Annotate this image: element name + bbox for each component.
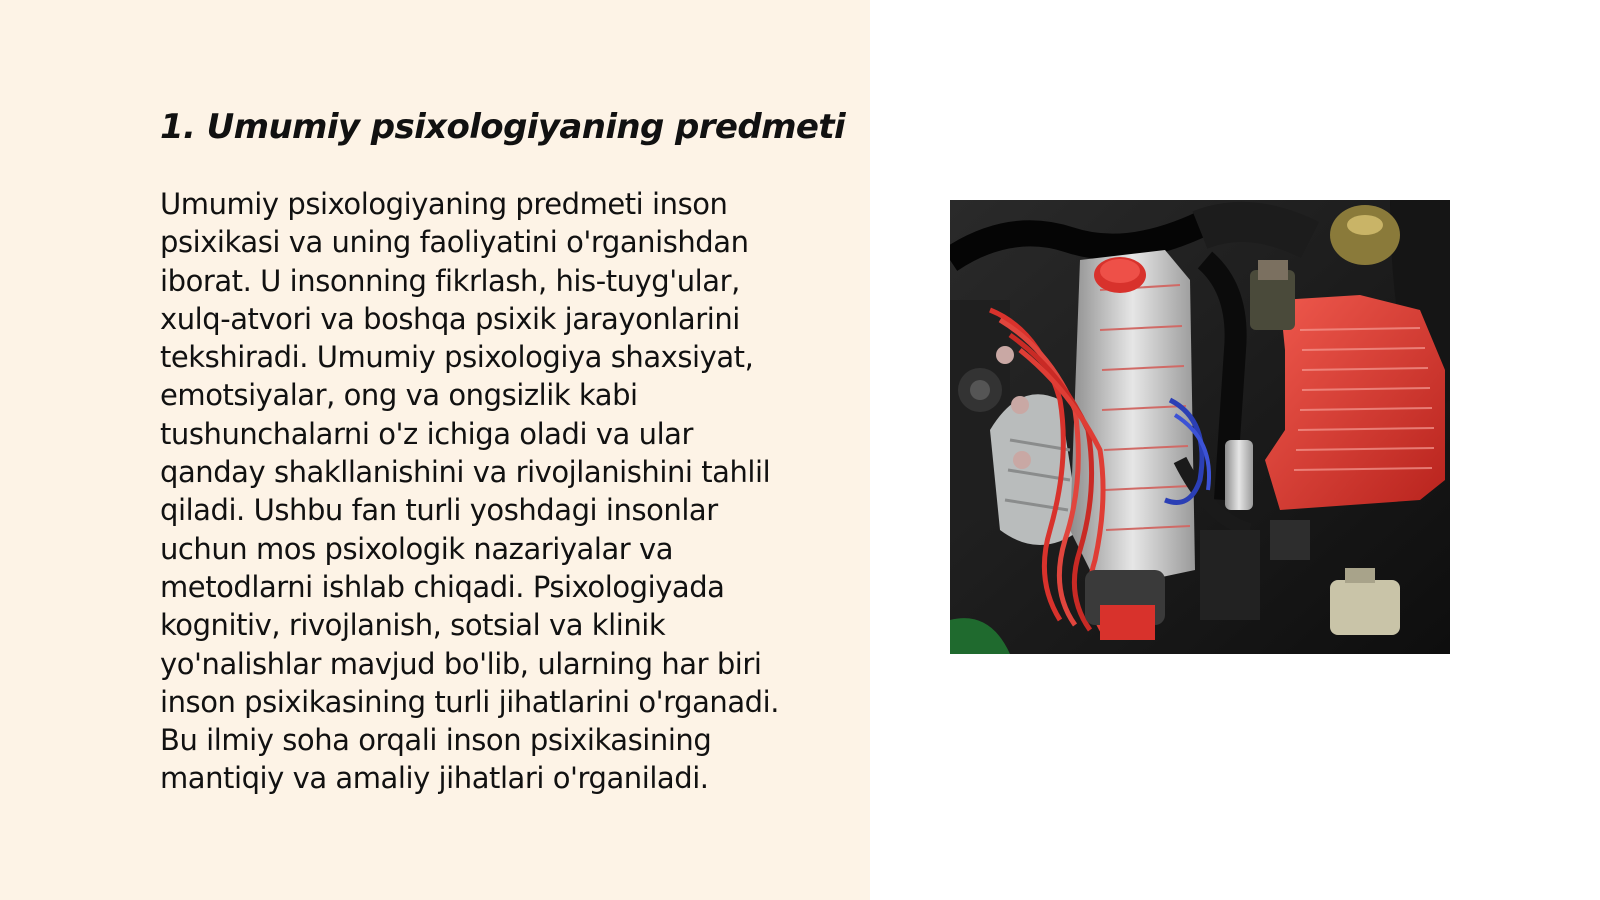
body-line: psixikasi va uning faoliyatini o'rganishdan [160,225,749,260]
engine-photo [950,200,1450,654]
body-line: xulq-atvori va boshqa psixik jarayonlarini [160,301,740,336]
body-line: qanday shakllanishini va rivojlanishini tahlil [160,455,771,490]
body-line: Bu ilmiy soha orqali inson psixikasining [160,723,712,758]
slide-body-text [160,185,840,798]
body-line: metodlarni ishlab chiqadi. Psixologiyada [160,569,725,604]
body-line: Umumiy psixologiyaning predmeti inson [160,187,728,221]
body-line: iborat. U insonning fikrlash, his-tuyg'ular, [160,263,740,298]
body-line: emotsiyalar, ong va ongsizlik kabi [160,378,638,413]
body-line: tekshiradi. Umumiy psixologiya shaxsiyat, [160,340,754,375]
body-line: inson psixikasining turli jihatlarini o'rganadi. [160,684,779,719]
engine-illustration [950,200,1450,654]
body-line: yo'nalishlar mavjud bo'lib, ularning har biri [160,646,762,681]
body-line: qiladi. Ushbu fan turli yoshdagi insonlar [160,493,718,528]
body-line: uchun mos psixologik nazariyalar va [160,531,674,566]
body-line: mantiqiy va amaliy jihatlari o'rganiladi. [160,761,709,796]
slide-title: 1. Umumiy psixologiyaning predmeti [160,107,846,147]
body-line: tushunchalarni o'z ichiga oladi va ular [160,416,693,451]
body-line: kognitiv, rivojlanish, sotsial va klinik [160,608,666,643]
